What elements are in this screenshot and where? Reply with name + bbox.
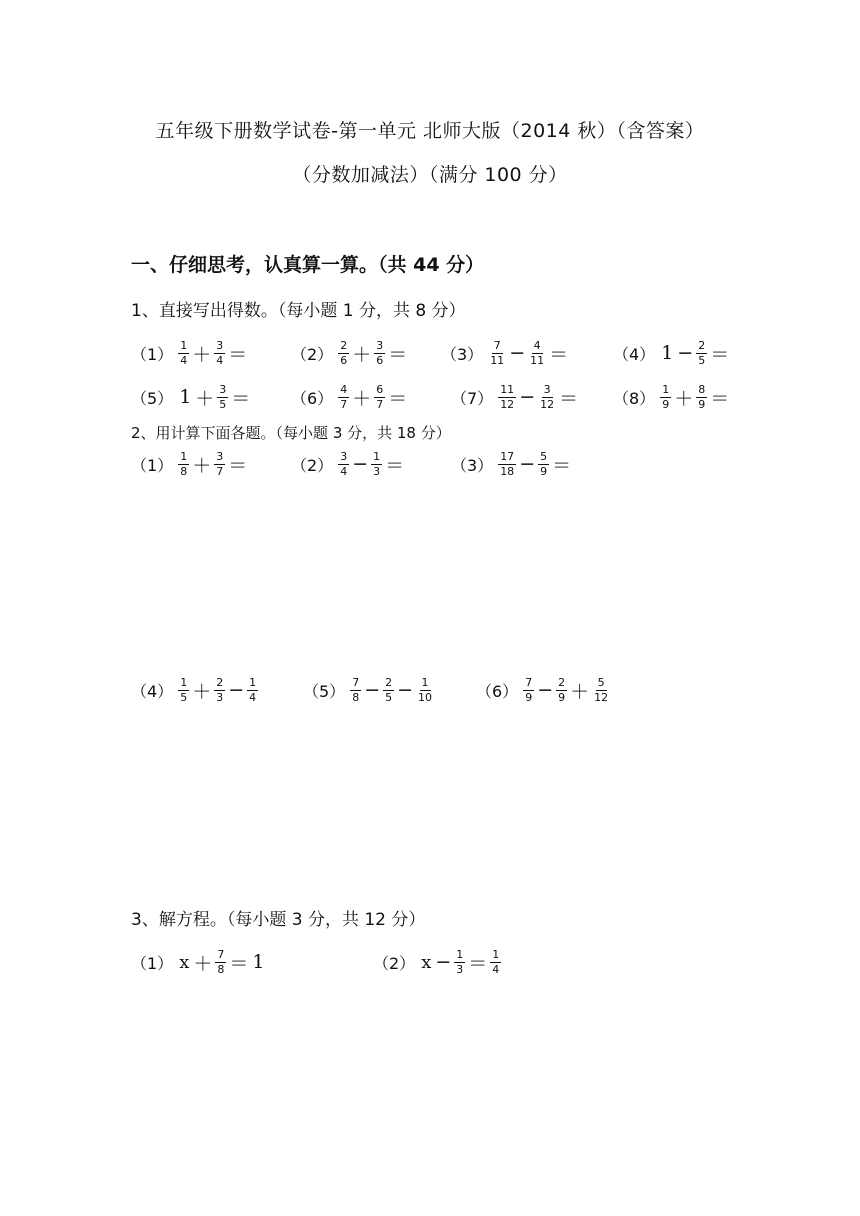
problem: [131, 442, 249, 486]
operator: ＋: [192, 454, 212, 477]
denominator: 12: [540, 397, 555, 411]
denominator: 8: [352, 690, 360, 704]
numerator: 3: [376, 338, 384, 352]
operator: −: [519, 453, 536, 475]
fraction: [538, 450, 549, 479]
operator: ＝: [228, 454, 248, 477]
denominator: 3: [456, 962, 464, 976]
operator: ＋: [193, 952, 213, 975]
fraction: [416, 676, 434, 705]
problem: [131, 668, 259, 712]
problem-number: （6）: [291, 388, 334, 408]
problem-number: （4）: [613, 344, 656, 364]
fraction: [498, 450, 516, 479]
problem: [131, 331, 249, 375]
numerator: 1: [180, 449, 188, 463]
problem: [131, 375, 252, 419]
operator: ＝: [228, 343, 248, 366]
operator: ＝: [549, 343, 569, 366]
numerator: 4: [340, 382, 348, 396]
operator: ＋: [674, 387, 694, 410]
denominator: 9: [698, 397, 706, 411]
denominator: 7: [340, 397, 348, 411]
fraction: [214, 339, 225, 368]
fraction: [696, 339, 707, 368]
operator: ＋: [352, 343, 372, 366]
problem-number: （4）: [131, 681, 174, 701]
fraction: [338, 383, 349, 412]
denominator: 11: [490, 353, 505, 367]
numerator: 11: [500, 382, 515, 396]
denominator: 9: [662, 397, 670, 411]
variable: x: [179, 951, 190, 973]
denominator: 4: [180, 353, 188, 367]
operator: ＋: [192, 680, 212, 703]
denominator: 5: [385, 690, 393, 704]
problem: [613, 375, 731, 419]
problem-number: （5）: [131, 388, 174, 408]
problem-number: （2）: [291, 455, 334, 475]
problem: [291, 442, 406, 486]
numerator: 3: [216, 449, 224, 463]
denominator: 9: [558, 690, 566, 704]
denominator: 4: [216, 353, 224, 367]
numerator: 6: [376, 382, 384, 396]
operator: −: [537, 679, 554, 701]
numerator: 1: [662, 382, 670, 396]
problem: [476, 668, 611, 712]
numerator: 2: [216, 675, 224, 689]
denominator: 7: [376, 397, 384, 411]
denominator: 7: [216, 464, 224, 478]
denominator: 4: [249, 690, 257, 704]
fraction: [538, 383, 556, 412]
fraction: [490, 948, 501, 977]
problem-number: （2）: [373, 953, 416, 973]
fraction: [178, 339, 189, 368]
fraction: [592, 676, 610, 705]
denominator: 5: [219, 397, 227, 411]
fraction: [215, 948, 226, 977]
problem-number: （1）: [131, 455, 174, 475]
problem-number: （1）: [131, 344, 174, 364]
problem-number: （7）: [451, 388, 494, 408]
denominator: 6: [340, 353, 348, 367]
numerator: 1: [249, 675, 257, 689]
fraction: [454, 948, 465, 977]
operator: ＝: [710, 387, 730, 410]
numerator: 4: [533, 338, 541, 352]
denominator: 11: [530, 353, 545, 367]
problem: [291, 331, 409, 375]
fraction: [247, 676, 258, 705]
numerator: 7: [493, 338, 501, 352]
operator: ＝: [710, 343, 730, 366]
denominator: 5: [698, 353, 706, 367]
integer: 1: [179, 386, 192, 408]
fraction: [350, 676, 361, 705]
numerator: 7: [217, 947, 225, 961]
denominator: 3: [373, 464, 381, 478]
operator: −: [397, 679, 414, 701]
fraction: [498, 383, 516, 412]
integer: 1: [661, 342, 674, 364]
denominator: 5: [180, 690, 188, 704]
fraction: [556, 676, 567, 705]
denominator: 9: [525, 690, 533, 704]
denominator: 4: [340, 464, 348, 478]
fraction: [338, 450, 349, 479]
problem-number: （5）: [303, 681, 346, 701]
numerator: 1: [373, 449, 381, 463]
denominator: 9: [540, 464, 548, 478]
numerator: 3: [216, 338, 224, 352]
denominator: 10: [418, 690, 433, 704]
problem: [451, 375, 580, 419]
problem: [613, 331, 731, 375]
denominator: 18: [500, 464, 515, 478]
numerator: 1: [421, 675, 429, 689]
problem-number: （3）: [441, 344, 484, 364]
fraction: [178, 676, 189, 705]
numerator: 1: [180, 675, 188, 689]
problem: [131, 940, 266, 984]
operator: −: [677, 342, 694, 364]
fraction: [214, 676, 225, 705]
operator: −: [352, 453, 369, 475]
question-1-text: 1、直接写出得数。（每小题 1 分，共 8 分）: [131, 301, 466, 321]
numerator: 7: [525, 675, 533, 689]
fraction: [338, 339, 349, 368]
fraction: [214, 450, 225, 479]
fraction: [374, 339, 385, 368]
problem: [303, 668, 435, 712]
problem: [441, 331, 570, 375]
numerator: 3: [543, 382, 551, 396]
numerator: 2: [558, 675, 566, 689]
operator: ＋: [352, 387, 372, 410]
problem-number: （1）: [131, 953, 174, 973]
numerator: 5: [597, 675, 605, 689]
numerator: 3: [219, 382, 227, 396]
fraction: [696, 383, 707, 412]
operator: −: [228, 679, 245, 701]
numerator: 3: [340, 449, 348, 463]
numerator: 17: [500, 449, 515, 463]
operator: ＝: [388, 343, 408, 366]
denominator: 6: [376, 353, 384, 367]
operator: ＋: [195, 387, 215, 410]
operator: −: [509, 342, 526, 364]
fraction: [383, 676, 394, 705]
fraction: [374, 383, 385, 412]
numerator: 2: [698, 338, 706, 352]
operator: ＝: [552, 454, 572, 477]
problem-number: （2）: [291, 344, 334, 364]
numerator: 8: [698, 382, 706, 396]
operator: ＝: [559, 387, 579, 410]
integer: 1: [252, 951, 265, 973]
operator: ＝: [468, 952, 488, 975]
numerator: 2: [385, 675, 393, 689]
fraction: [217, 383, 228, 412]
problem: [291, 375, 409, 419]
operator: −: [519, 386, 536, 408]
numerator: 1: [456, 947, 464, 961]
numerator: 1: [492, 947, 500, 961]
numerator: 7: [352, 675, 360, 689]
denominator: 4: [492, 962, 500, 976]
fraction: [488, 339, 506, 368]
operator: ＝: [231, 387, 251, 410]
operator: ＋: [192, 343, 212, 366]
problem: [373, 940, 502, 984]
denominator: 3: [216, 690, 224, 704]
fraction: [523, 676, 534, 705]
section-heading: 一、仔细思考，认真算一算。（共 44 分）: [131, 254, 485, 276]
fraction: [178, 450, 189, 479]
denominator: 8: [217, 962, 225, 976]
denominator: 8: [180, 464, 188, 478]
operator: ＝: [385, 454, 405, 477]
fraction: [528, 339, 546, 368]
problem: [451, 442, 573, 486]
numerator: 1: [180, 338, 188, 352]
question-2-text: 2、用计算下面各题。（每小题 3 分，共 18 分）: [131, 424, 451, 442]
document-title: 五年级下册数学试卷-第一单元 北师大版（2014 秋）（含答案）: [155, 120, 705, 142]
problem-number: （3）: [451, 455, 494, 475]
problem-number: （6）: [476, 681, 519, 701]
variable: x: [421, 951, 432, 973]
fraction: [660, 383, 671, 412]
denominator: 12: [500, 397, 515, 411]
operator: ＝: [388, 387, 408, 410]
denominator: 12: [594, 690, 609, 704]
problem-number: （8）: [613, 388, 656, 408]
fraction: [371, 450, 382, 479]
numerator: 5: [540, 449, 548, 463]
operator: ＋: [570, 680, 590, 703]
question-3-text: 3、解方程。（每小题 3 分，共 12 分）: [131, 910, 426, 930]
operator: ＝: [229, 952, 249, 975]
operator: −: [435, 951, 452, 973]
operator: −: [364, 679, 381, 701]
numerator: 2: [340, 338, 348, 352]
document-subtitle: （分数加减法）（满分 100 分）: [292, 164, 568, 186]
